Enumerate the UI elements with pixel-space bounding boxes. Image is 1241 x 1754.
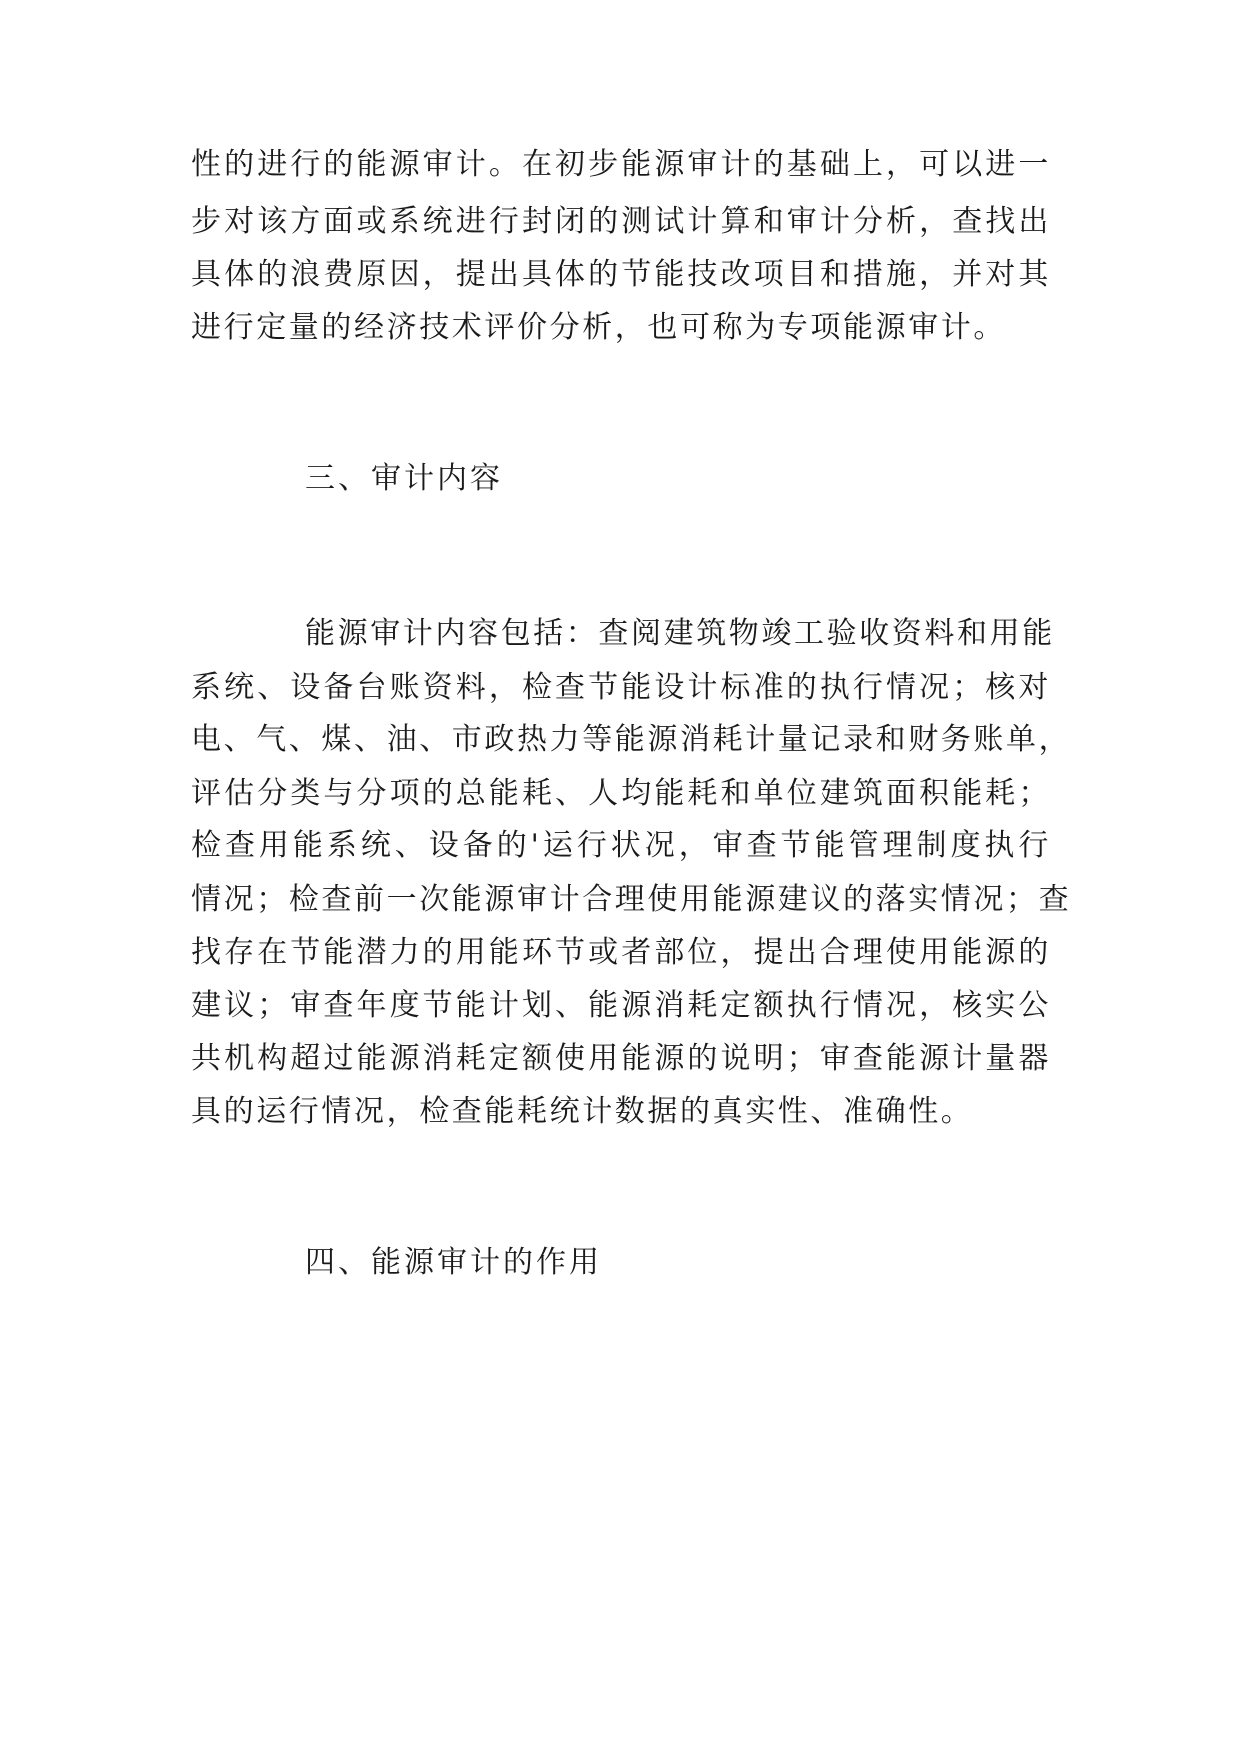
paragraph-line: 找存在节能潜力的用能环节或者部位，提出合理使用能源的 bbox=[191, 935, 1051, 970]
paragraph-line: 性的进行的能源审计。在初步能源审计的基础上，可以进一 bbox=[191, 147, 1051, 182]
paragraph-line: 具的运行情况，检查能耗统计数据的真实性、准确性。 bbox=[191, 1094, 974, 1129]
paragraph-line: 建议；审查年度节能计划、能源消耗定额执行情况，核实公 bbox=[191, 988, 1051, 1023]
paragraph-line: 系统、设备台账资料，检查节能设计标准的执行情况；核对 bbox=[191, 670, 1051, 705]
paragraph-line: 电、气、煤、油、市政热力等能源消耗计量记录和财务账单， bbox=[191, 722, 1072, 757]
section-heading: 四、能源审计的作用 bbox=[305, 1245, 602, 1280]
paragraph-line: 情况；检查前一次能源审计合理使用能源建议的落实情况；查 bbox=[191, 882, 1072, 917]
paragraph-line: 检查用能系统、设备的'运行状况，审查节能管理制度执行 bbox=[191, 828, 1051, 863]
paragraph-line: 具体的浪费原因，提出具体的节能技改项目和措施，并对其 bbox=[191, 257, 1051, 292]
paragraph-line: 能源审计内容包括：查阅建筑物竣工验收资料和用能 bbox=[305, 616, 1055, 651]
paragraph-line: 步对该方面或系统进行封闭的测试计算和审计分析，查找出 bbox=[191, 204, 1051, 239]
paragraph-line: 共机构超过能源消耗定额使用能源的说明；审查能源计量器 bbox=[191, 1041, 1051, 1076]
paragraph-line: 进行定量的经济技术评价分析，也可称为专项能源审计。 bbox=[191, 310, 1006, 345]
section-heading: 三、审计内容 bbox=[305, 461, 503, 496]
paragraph-line: 评估分类与分项的总能耗、人均能耗和单位建筑面积能耗； bbox=[191, 776, 1051, 811]
